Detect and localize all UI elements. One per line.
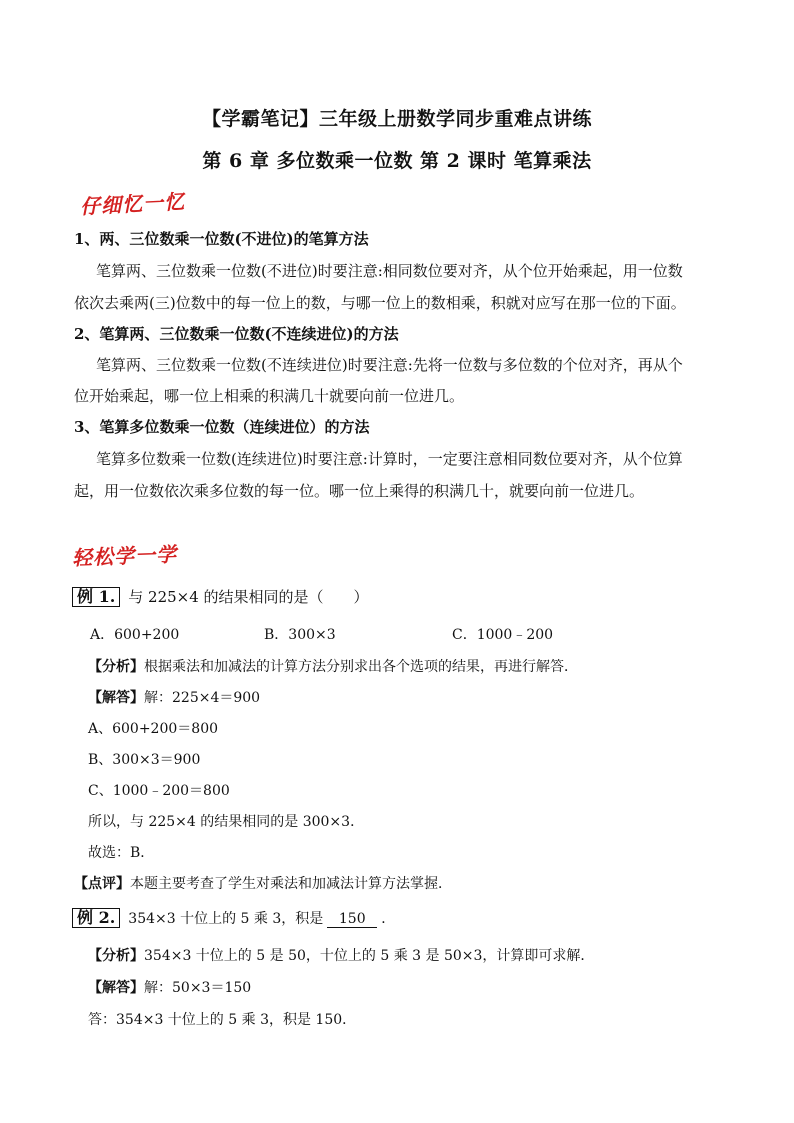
example-1-answer bbox=[88, 687, 260, 707]
item-3-text-line2: 起，用一位数依次乘多位数的每一位。哪一位上乘得的积满几十，就要向前一位进几。 bbox=[74, 482, 645, 500]
item-2-text-line1: 笔算两、三位数乘一位数(不连续进位)时要注意:先将一位数与多位数的个位对齐，再从个 bbox=[96, 356, 683, 374]
example-1-comment bbox=[74, 873, 452, 893]
example-2-final-answer: 答：354×3 十位上的 5 乘 3，积是 150． bbox=[88, 1012, 357, 1028]
analysis-tag: 【分析】 bbox=[88, 948, 144, 964]
document-subtitle: 第 6 章 多位数乘一位数 第 2 课时 笔算乘法 bbox=[202, 150, 592, 172]
comment-text: 本题主要考查了学生对乘法和加减法计算方法掌握． bbox=[130, 876, 452, 892]
comment-tag: 【点评】 bbox=[74, 876, 130, 892]
example-2-analysis bbox=[88, 945, 594, 965]
answer-tag: 【解答】 bbox=[88, 690, 144, 706]
document-title: 【学霸笔记】三年级上册数学同步重难点讲练 bbox=[201, 108, 592, 130]
example-1-question: 与 225×4 的结果相同的是（ ） bbox=[128, 588, 369, 606]
example-1-label: 例 1. bbox=[72, 587, 120, 607]
answer-tag: 【解答】 bbox=[88, 980, 144, 996]
example-2-label: 例 2. bbox=[72, 908, 120, 928]
answer-blank: 150 bbox=[327, 911, 377, 928]
example-1-choice: 故选：B． bbox=[88, 845, 155, 861]
example-2-question-post: ． bbox=[381, 911, 396, 927]
answer-text: 解：225×4＝900 bbox=[144, 690, 261, 706]
example-1-conclusion: 所以，与 225×4 的结果相同的是 300×3． bbox=[88, 814, 365, 830]
example-1-step-a: A、600+200＝800 bbox=[88, 721, 219, 737]
item-3-heading: 3、笔算多位数乘一位数（连续进位）的方法 bbox=[74, 418, 370, 436]
item-1-text-line2: 依次去乘两(三)位数中的每一位上的数，与哪一位上的数相乘，积就对应写在那一位的下面。 bbox=[74, 294, 686, 312]
example-2-answer bbox=[88, 977, 251, 997]
section-banner-learn: 轻松学一学 bbox=[71, 542, 178, 570]
item-3-text-line1: 笔算多位数乘一位数(连续进位)时要注意:计算时，一定要注意相同数位要对齐，从个位算 bbox=[96, 450, 683, 468]
item-1-heading: 1、两、三位数乘一位数(不进位)的笔算方法 bbox=[74, 230, 369, 248]
analysis-tag: 【分析】 bbox=[88, 659, 144, 675]
analysis-text: 354×3 十位上的 5 是 50，十位上的 5 乘 3 是 50×3，计算即可求解． bbox=[144, 948, 595, 964]
example-1-analysis bbox=[88, 656, 578, 676]
example-2-question-pre: 354×3 十位上的 5 乘 3，积是 bbox=[128, 911, 324, 927]
item-2-text-line2: 位开始乘起，哪一位上相乘的积满几十就要向前一位进几。 bbox=[74, 387, 465, 405]
answer-text: 解：50×3＝150 bbox=[144, 980, 252, 996]
analysis-text: 根据乘法和加减法的计算方法分别求出各个选项的结果，再进行解答． bbox=[144, 659, 578, 675]
example-1-step-c: C、1000﹣200＝800 bbox=[88, 783, 230, 799]
example-2-question-row bbox=[72, 908, 732, 928]
option-c: C．1000﹣200 bbox=[452, 627, 554, 643]
option-a: A．600+200 bbox=[90, 627, 180, 643]
example-1-question-row bbox=[72, 586, 732, 607]
section-banner-review: 仔细忆一忆 bbox=[79, 189, 186, 219]
option-b: B．300×3 bbox=[264, 627, 336, 643]
item-1-text-line1: 笔算两、三位数乘一位数(不进位)时要注意:相同数位要对齐，从个位开始乘起，用一位数 bbox=[96, 262, 683, 280]
item-2-heading: 2、笔算两、三位数乘一位数(不连续进位)的方法 bbox=[74, 325, 399, 343]
example-1-step-b: B、300×3＝900 bbox=[88, 752, 201, 768]
